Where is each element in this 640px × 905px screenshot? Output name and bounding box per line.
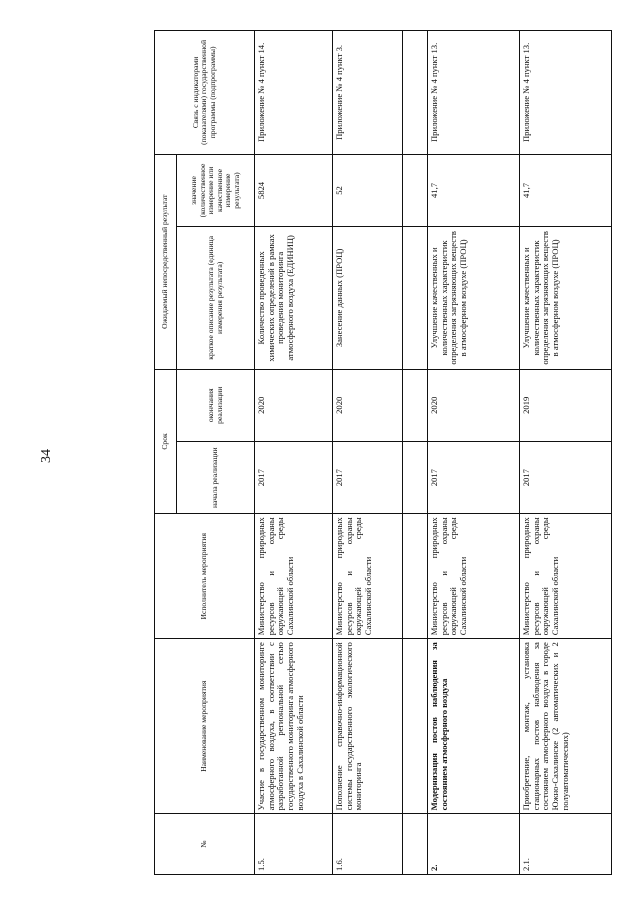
cell-end: 2020 — [333, 369, 403, 441]
cell-result-value: 5824 — [255, 154, 333, 226]
cell-end — [403, 369, 428, 441]
header-result-value: значение (количественное измерение или качественное измерение результата) — [177, 154, 255, 226]
cell-executor: Министерство природных ресурсов и охраны окружающей среды Сахалинской области — [333, 514, 403, 639]
header-link: Связь с индикаторами (показателями) государственной программы (подпрограммы) — [155, 31, 255, 155]
header-name: Наименование мероприятия — [155, 639, 255, 814]
page-number: 34 — [39, 449, 54, 463]
cell-result-desc: Количество проведенных химических определений в рамках проведения мониторинга атмосферного воздуха (ЕДИНИЦ) — [255, 227, 333, 369]
cell-result-desc: Занесение данных (ПРОЦ) — [333, 227, 403, 369]
measures-table — [154, 30, 612, 875]
header-start: начала реализации — [177, 441, 255, 513]
cell-end: 2019 — [520, 369, 612, 441]
cell-executor: Министерство природных ресурсов и охраны окружающей среды Сахалинской области — [255, 514, 333, 639]
cell-start: 2017 — [520, 441, 612, 513]
cell-result-value — [403, 154, 428, 226]
cell-num: 2. — [428, 814, 520, 875]
table-row — [403, 31, 428, 875]
cell-num: 1.6. — [333, 814, 403, 875]
table-row — [333, 31, 403, 875]
cell-num: 2.1. — [520, 814, 612, 875]
cell-result-value: 41,7 — [428, 154, 520, 226]
header-num: № — [155, 814, 255, 875]
cell-result-desc — [403, 227, 428, 369]
table-row — [255, 31, 333, 875]
cell-link: Приложение № 4 пункт 13. — [428, 31, 520, 155]
cell-start: 2017 — [428, 441, 520, 513]
cell-start: 2017 — [333, 441, 403, 513]
cell-start: 2017 — [255, 441, 333, 513]
cell-result-value: 41,7 — [520, 154, 612, 226]
cell-link: Приложение № 4 пункт 3. — [333, 31, 403, 155]
cell-num: 1.5. — [255, 814, 333, 875]
cell-link — [403, 31, 428, 155]
cell-result-value: 52 — [333, 154, 403, 226]
header-term: Срок — [155, 369, 177, 514]
cell-num — [403, 814, 428, 875]
cell-link: Приложение № 4 пункт 14. — [255, 31, 333, 155]
header-result-desc: краткое описание результата (единица измерения результата) — [177, 227, 255, 369]
cell-name: Пополнение справочно-информационной системы государственного экологического мониторинга — [333, 639, 403, 814]
header-end: окончания реализации — [177, 369, 255, 441]
header-result: Ожидаемый непосредственный результат — [155, 154, 177, 369]
document-table-rotated — [154, 30, 570, 875]
cell-name: Участие в государственном мониторинге атмосферного воздуха, в соответствии с разработанной региональной сетью государственного мониторинга атмосферного воздуха в Сахалинской области — [255, 639, 333, 814]
cell-name — [403, 639, 428, 814]
table-row — [520, 31, 612, 875]
table-row — [428, 31, 520, 875]
cell-name: Модернизация постов наблюдения за состоянием атмосферного воздуха — [428, 639, 520, 814]
cell-result-desc: Улучшение качественных и количественных характеристик определения загрязняющих веществ в атмосферном воздухе (ПРОЦ) — [428, 227, 520, 369]
header-executor: Исполнитель мероприятия — [155, 514, 255, 639]
cell-link: Приложение № 4 пункт 13. — [520, 31, 612, 155]
cell-end: 2020 — [255, 369, 333, 441]
cell-name: Приобретение, монтаж, установка стационарных постов наблюдения за состоянием атмосферного воздуха в городе Южно-Сахалинске (2 автоматических и 2 полуавтоматических) — [520, 639, 612, 814]
cell-result-desc: Улучшение качественных и количественных характеристик определения загрязняющих веществ в атмосферном воздухе (ПРОЦ) — [520, 227, 612, 369]
cell-end: 2020 — [428, 369, 520, 441]
cell-executor: Министерство природных ресурсов и охраны окружающей среды Сахалинской области — [428, 514, 520, 639]
cell-executor — [403, 514, 428, 639]
cell-executor: Министерство природных ресурсов и охраны окружающей среды Сахалинской области — [520, 514, 612, 639]
cell-start — [403, 441, 428, 513]
